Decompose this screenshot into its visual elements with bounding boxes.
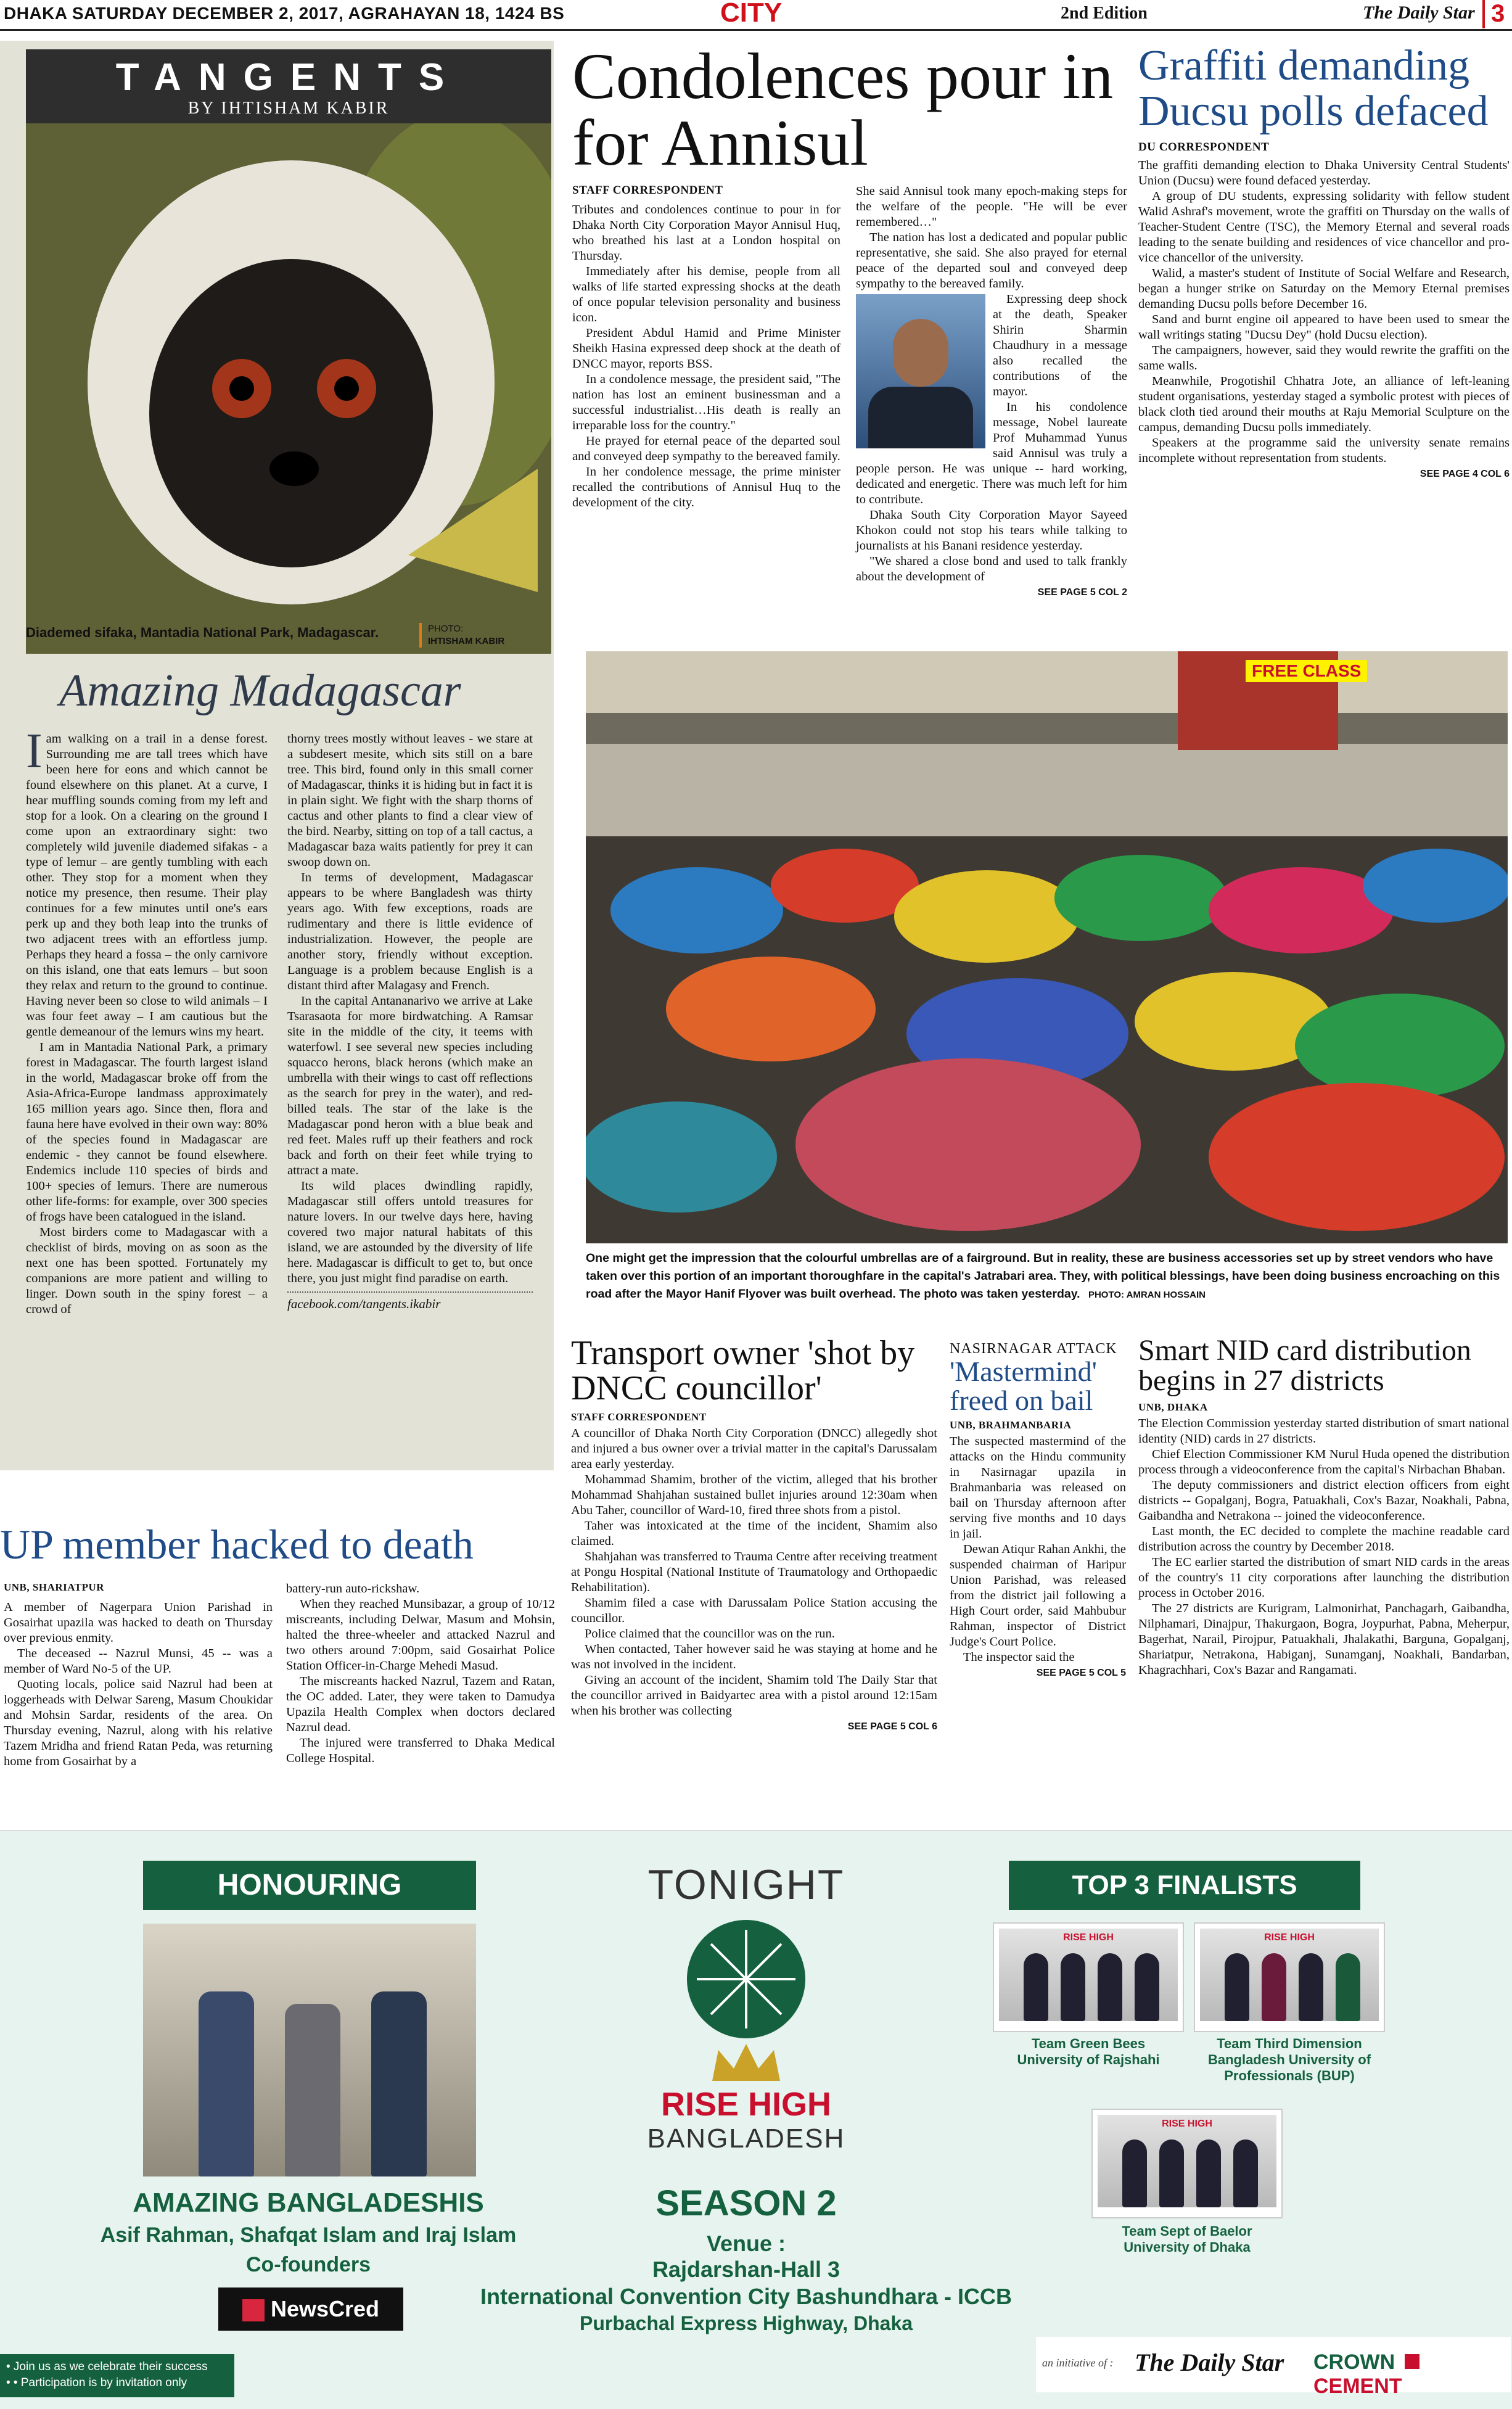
graffiti-para-7: Speakers at the programme said the university senate remains incomplete without representation from students. [1138,436,1510,466]
founder-names: Asif Rahman, Shafqat Islam and Iraj Islam [100,2223,517,2247]
up-member-col-1 [4,1600,273,1769]
newscred-logo [218,2288,403,2331]
cofounders-label: Co-founders [245,2253,371,2276]
condolences-col-2 [856,184,1127,598]
tangents-para-3: Most birders come to Madagascar with a checklist of birds, moving on as soon as the next one has been spotted. Fortunately my companions are more patient and willing to linger. Down south in the spiny forest – a crowd of [26,1225,268,1316]
condolences-article [572,40,1127,623]
transport-para-3: Taher was intoxicated at the time of the incident, Shamim also claimed. [571,1519,937,1549]
finalist-card-1 [993,1922,1184,2032]
finalist-1-person-d [1135,1953,1159,2021]
condolences-byline: STAFF CORRESPONDENT [572,184,723,197]
graffiti-continued[interactable]: SEE PAGE 4 COL 6 [1420,469,1510,480]
photo-label: PHOTO: [428,624,464,634]
tangents-column [0,41,554,1470]
tangents-para-5: In terms of development, Madagascar appears to be where Bangladesh was thirty years ago. With few exceptions, roads are rudimentary and there is little evidence of industrialization. However, the people are another story, friendly without exception. Language is a problem because English is a distant third after Malagasy and French. [287,871,533,992]
ad-notes [0,2354,234,2397]
header-date: DHAKA SATURDAY DECEMBER 2, 2017, AGRAHAYAN 18, 1424 BS [4,4,565,23]
mastermind-kicker: NASIRNAGAR ATTACK [950,1341,1117,1357]
tangents-footer-link[interactable]: facebook.com/tangents.ikabir [287,1291,533,1312]
finalist-2-person-a [1225,1953,1249,2021]
graffiti-para-5: The campaigners, however, said they would rewrite the graffiti on the same walls. [1138,344,1510,373]
up-member-article [0,1521,555,1768]
graffiti-para-6: Meanwhile, Progotishil Chhatra Jote, an alliance of left-leaning student organisations, yesterday staged a symbolic protest with pieces of black cloth tied around their mouths at Raju Memorial Sculpture on the campus, demanding Ducsu polls immediately. [1138,374,1510,435]
newscred-mark [242,2299,265,2321]
main-photo [586,651,1508,1243]
graffiti-para-4: Sand and burnt engine oil appeared to have been used to smear the wall writings stating "Ducsu Dey" (hold Ducsu election). [1138,313,1510,342]
condolences-para-9: Expressing deep shock at the death, Speaker Shirin Sharmin Chaudhury in a message also recalled the contributions of the mayor. [993,292,1127,398]
finalist-2-person-c [1299,1953,1323,2021]
finalist-3-person-d [1233,2139,1258,2207]
founder-figure-2 [285,2004,340,2176]
finalist-photo-3 [1098,2115,1276,2207]
main-caption-text: One might get the impression that the colourful umbrellas are of a fairground. But in reality, these are business accessories set up by street vendors who have taken over this portion of an important thoroughfare in the capital's Jatrabari area. They, with political blessings, have been doing business encroaching on this road after the Mayor Hanif Flyover was built overhead. The photo was taken yesterday. [586,1251,1500,1301]
finalist-3-mini-logo: RISE HIGH [1162,2119,1212,2129]
condolences-para-10: In his condolence message, Nobel laureate Prof Muhammad Yunus said Annisul was truly a people person. He was unique -- hard working, dedicated and energetic. There was much left for him to contribute. [856,400,1127,506]
transport-para-7: When contacted, Taher however said he was staying at home and he was not involved in the incident. [571,1642,937,1672]
cement-word: CEMENT [1313,2374,1402,2398]
amazing-bangladeshis: AMAZING BANGLADESHIS [133,2188,484,2218]
condolences-para-12: "We shared a close bond and used to talk frankly about the development of [856,554,1127,583]
founders-photo [143,1924,476,2176]
condolences-para-11: Dhaka South City Corporation Mayor Sayeed Khokon could not stop his tears while talking to journalists at his Banani residence yesterday. [856,508,1127,553]
mastermind-para-2: Dewan Atiqur Rahan Ankhi, the suspended chairman of Haripur Union Parishad, was released from the district jail following a High Court order, said Mahbubur Rahman, inspector of District Judge's Court Police. [950,1542,1126,1649]
main-photo-credit: PHOTO: AMRAN HOSSAIN [1088,1290,1206,1300]
venue-line-2: International Convention City Bashundhara - ICCB [480,2284,1013,2309]
umbrella-market-illustration [586,651,1508,1243]
condolences-para-2: Immediately after his demise, people from all walks of life started expressing shocks at the death of once popular television personality and business icon. [572,265,840,324]
season-label: SEASON 2 [655,2183,837,2223]
mastermind-continued[interactable]: SEE PAGE 5 COL 5 [1036,1667,1126,1678]
section-name: CITY [720,0,783,28]
main-photo-caption [586,1250,1508,1304]
sifaka-photo [26,123,551,654]
up-para-5: When they reached Munsibazar, a group of 10/12 miscreants, including Delwar, Masum and Mohsin, halted the three-wheeler and attacked Nazrul and two others around 7:00pm, said Gosairhat Police Station Officer-in-Charge Mehedi Masud. [286,1597,555,1673]
transport-para-2: Mohammad Shamim, brother of the victim, alleged that his brother Mohammad Shahjahan sustained bullet injuries around 12:30am when Abu Taher, councillor of Ward-10, fired three shots from a pistol. [571,1473,937,1518]
tangents-para-2: I am in Mantadia National Park, a primary forest in Madagascar. The fourth largest island in the world, Madagascar broke off from the Asia-Africa-Europe landmass approximately 165 million years ago. Since then, flora and fauna here have evolved in their own way: 80% of the species found in Madagascar are endemic - they cannot be found elsewhere. Endemics include 110 species of birds and 100+ species of lemurs. There are numerous other life-forms: for example, over 300 species of frogs have been catalogued in the island. [26,1040,268,1224]
condolences-para-5: He prayed for eternal peace of the departed soul and conveyed deep sympathy to the bereaved family. [572,434,840,463]
photo-credit: IHTISHAM KABIR [428,636,505,646]
condolences-headline: Condolences pour in for Annisul [572,40,1114,179]
finalist-3-person-b [1159,2139,1184,2207]
up-para-1: A member of Nagerpara Union Parishad in Gosairhat upazila was hacked to death on Thursday over previous enmity. [4,1600,273,1645]
finalist-2-person-b [1262,1953,1286,2021]
nid-byline: UNB, DHAKA [1138,1401,1208,1413]
newscred-name: NewsCred [270,2296,380,2321]
graffiti-byline: DU CORRESPONDENT [1138,141,1270,154]
crown-cement-logo [1313,2350,1511,2399]
up-member-col-2 [286,1581,555,1766]
tangents-byline: BY IHTISHAM KABIR [187,99,390,118]
finalist-photo-1 [999,1929,1178,2021]
tangents-para-1 [26,724,268,1040]
up-para-4: battery-run auto-rickshaw. [286,1582,420,1596]
nid-article [1138,1336,1510,1678]
finalist-1-mini-logo: RISE HIGH [1063,1932,1114,1943]
tonight-label: TONIGHT [647,1861,845,1908]
nid-body [1138,1416,1510,1678]
transport-para-1: A councillor of Dhaka North City Corporation (DNCC) allegedly shot and injured a bus owner over a trivial matter in the capital's Darussalam area early yesterday. [571,1427,937,1472]
condolences-col-1 [572,202,840,511]
graffiti-para-1: The graffiti demanding election to Dhaka University Central Students' Union (Ducsu) were found defaced yesterday. [1138,159,1510,188]
crown-mark-icon [1405,2354,1420,2369]
finalist-photo-2 [1200,1929,1379,2021]
rise-high-ad [0,1830,1512,2409]
tangents-title: TANGENTS [115,56,462,99]
finalist-card-3 [1091,2109,1283,2218]
tangents-banner [26,49,551,654]
finalist-1-label: Team Green Bees University of Rajshahi [1017,2036,1160,2067]
tangents-para-6: In the capital Antananarivo we arrive at Lake Tsarasaota for more birdwatching. A Ramsar site in the middle of the city, it teems with waterfowl. I see several new species including squacco herons, black herons (which make an umbrella with their wings to cast off reflections as the search for prey in the water), and red-billed teals. The star of the lake is the Madagascar pond heron with a blue beak and red feet. Males ruff up their feathers and rock back and forth on their feet while trying to attract a mate. [287,994,533,1177]
finalist-3-label: Team Sept of Baelor University of Dhaka [1122,2223,1252,2255]
graffiti-body [1138,158,1510,480]
up-para-3: Quoting locals, police said Nazrul had been at loggerheads with Delwar Sareng, Masum Choukidar and Mohsin Sardar, residents of the area. On Thursday evening, Nazrul, along with his relative Tazem Mridha and friend Ratan Peda, was returning home from Gosairhat by a [4,1678,273,1768]
mastermind-article [950,1341,1126,1679]
tangents-col-2 [287,731,533,1312]
condolences-para-7: She said Annisul took many epoch-making steps for the welfare of the people. "He will be ever remembered…" [856,184,1127,229]
graffiti-para-2: A group of DU students, expressing solidarity with fellow student Walid Ashraf's movement, wrote the graffiti on Thursday on the walls of Teacher-Student Centre (TSC), the Memory Eternal and several roads leading to the senate building and residences of vice chancellor and pro-vice chancellor of the university. [1138,189,1510,265]
nid-headline: Smart NID card distribution begins in 27 districts [1138,1334,1471,1397]
crown-icon [709,2041,783,2084]
nid-para-4: Last month, the EC decided to complete the machine readable card distribution across the country by December 2018. [1138,1524,1510,1554]
initiative-label: an initiative of : [1042,2357,1114,2369]
annisul-portrait [856,294,985,448]
finalist-2-person-d [1336,1953,1360,2021]
nid-para-2: Chief Election Commissioner KM Nurul Huda opened the distribution process through a videoconference from the capital's Nirbachan Bhaban. [1138,1447,1510,1476]
finalist-1-person-c [1098,1953,1122,2021]
finalist-2-mini-logo: RISE HIGH [1264,1932,1315,1943]
venue-line-1: Rajdarshan-Hall 3 [652,2257,840,2282]
crown-word: CROWN [1313,2350,1395,2374]
portrait-suit [868,387,973,448]
note-line-1: • Join us as we celebrate their success [6,2360,208,2373]
transport-para-4: Shahjahan was transferred to Trauma Centre after receiving treatment at Pongu Hospital (National Institute of Traumatology and Orthopaedic Rehabilitation). [571,1550,937,1595]
transport-para-5: Shamim filed a case with Darussalam Police Station accusing the councillor. [571,1596,937,1626]
nid-para-3: The deputy commissioners and district election officers from eight districts -- Gopalganj, Bogra, Patuakhali, Cox's Bazar, Noakhali, Pabna, Gaibandha and Netrakona -- joined the videoconference. [1138,1478,1510,1523]
mastermind-byline: UNB, BRAHMANBARIA [950,1419,1072,1431]
transport-para-6: Police claimed that the councillor was on the run. [585,1627,835,1641]
transport-body [571,1426,937,1732]
condolences-para-1: Tributes and condolences continue to pour in for Dhaka North City Corporation Mayor Annisul Huq, who breathed his last at a London hospital on Thursday. [572,203,840,263]
mastermind-headline: 'Mastermind' freed on bail [950,1356,1097,1416]
finalist-card-2 [1194,1922,1385,2032]
bangladesh-wordmark: BANGLADESH [647,2123,845,2154]
up-member-byline: UNB, SHARIATPUR [4,1581,105,1593]
page-number: 3 [1482,0,1505,28]
founder-figure-3 [371,1991,427,2176]
nid-para-6: The 27 districts are Kurigram, Lalmonirhat, Panchagarh, Gaibandha, Nilphamari, Dinajpur, Thakurgaon, Bogra, Joypurhat, Pabna, Meherpur, Bagerhat, Narail, Pirojpur, Patuakhali, Jhalakathi, Barguna, Gopalganj, Shariatpur, Netrakona, Habiganj, Sunamganj, Noakhali, Bandarban, Khagrachhari, Cox's Bazar and Rangamati. [1138,1601,1510,1677]
transport-para-8: Giving an account of the incident, Shamim told The Daily Star that the councillor arrived in Baidyartec area with a pistol around 12:15am when his brother was collecting [571,1673,937,1718]
condolences-para-8: The nation has lost a dedicated and popular public representative, she said. She also prayed for eternal peace of the departed soul and conveyed deep sympathy to the bereaved family. [856,231,1127,290]
mastermind-para-1: The suspected mastermind of the attacks on the Hindu community in Nasirnagar upazila in Brahmanbaria was released on bail on Thursday afternoon after serving five months and 10 days in jail. [950,1434,1126,1541]
graffiti-headline: Graffiti demanding Ducsu polls defaced [1138,42,1489,136]
nid-para-1: The Election Commission yesterday started distribution of smart national identity (NID) cards in 27 districts. [1138,1416,1510,1446]
top3-banner: TOP 3 FINALISTS [1009,1861,1360,1910]
tangents-col-1 [26,724,268,1317]
mastermind-body [950,1434,1126,1679]
photo-credit-block [419,623,504,648]
transport-headline: Transport owner 'shot by DNCC councillor' [571,1334,915,1408]
nid-para-5: The EC earlier started the distribution of smart NID cards in the areas of the country's 11 city corporations after launching the distribution process in October 2016. [1138,1555,1510,1600]
venue-label: Venue : [706,2231,786,2256]
sponsor-strip [1036,2337,1511,2398]
graffiti-article [1138,43,1510,480]
rise-high-wordmark: RISE HIGH [660,2086,832,2123]
mastermind-para-3: The inspector said the [963,1650,1075,1664]
shop-sign: FREE CLASS [1246,660,1367,682]
edition-label: 2nd Edition [1061,4,1148,23]
finalist-2-label: Team Third Dimension Bangladesh University of Professionals (BUP) [1207,2036,1371,2083]
daily-star-logo: The Daily Star [1135,2349,1284,2376]
finalist-3-person-a [1122,2139,1147,2207]
masthead-logo: The Daily Star [1363,2,1475,23]
tangents-para-1-text: am walking on a trail in a dense forest. Surrounding me are tall trees which have been here for eons and which cannot be found elsewhere on this planet. At a curve, I hear muffling sounds coming from my left and stop for a look. On a clearing on the ground I come upon an extraordinary sight: two completely wild juvenile diademed sifakas - a type of lemur – are gently tumbling with each other. They stop for a moment when they notice my presence, then resume. Their play continues for a few minutes until one's ears perk up and they both leap into the trunks of two adjacent trees with an effortless jump. Perhaps they heard a fossa – the only carnivore on this island, one that eats lemurs – but soon they relax and return to the ground to continue. Having never been so close to wild animals – I was four feet away – I am cautious but the gentle demeanour of the lemurs wins my heart. [26,732,268,1039]
honouring-banner: HONOURING [143,1861,476,1910]
tangents-para-7: Its wild places dwindling rapidly, Madagascar still offers untold treasures for nature lovers. In our twelve days here, having covered two major natural habitats of this island, we are astounded by the diversity of life here. Madagascar is difficult to get to, but once there, you just might find paradise on earth. [287,1179,533,1285]
up-para-7: The injured were transferred to Dhaka Medical College Hospital. [286,1736,555,1765]
lemur-illustration [26,123,551,654]
condolences-para-6: In her condolence message, the prime minister recalled the contributions of Annisul Huq to the development of the city. [572,465,840,509]
drop-cap: I [26,724,43,778]
condolences-para-4: In a condolence message, the president said, "The nation has lost an eminent businessman and a successful industrialist…His death is really an irreparable loss for the country." [572,373,840,432]
tangents-headline: Amazing Madagascar [59,665,461,716]
up-member-headline: UP member hacked to death [0,1521,474,1568]
finalist-3-person-c [1196,2139,1221,2207]
page-header [0,0,1512,31]
finalist-1-person-a [1024,1953,1048,2021]
photo-caption: Diademed sifaka, Mantadia National Park, Madagascar. [26,625,379,640]
up-para-6: The miscreants hacked Nazrul, Tazem and Ratan, the OC added. Later, they were taken to Damudya Upazila Health Complex when doctors declared Nazrul dead. [286,1674,555,1734]
portrait-face [893,319,948,387]
transport-byline: STAFF CORRESPONDENT [571,1411,707,1423]
transport-article [571,1336,937,1732]
transport-continued[interactable]: SEE PAGE 5 COL 6 [847,1721,937,1732]
tangents-para-4: thorny trees mostly without leaves - we stare at a subdesert mesite, which sits still on a bare tree. This bird, found only in this small corner of Madagascar, thinks it is hiding but in fact it is in plain sight. We fight with the sharp thorns of cactus and other plants to find a clear view of the bird. Nearby, sitting on top of a tall cactus, a Madagascar baza waits patiently for prey it can swoop down on. [287,732,533,869]
founder-figure-1 [199,1991,254,2176]
graffiti-para-3: Walid, a master's student of Institute of Social Welfare and Research, began a hunger strike on Saturday on the Memory Eternal premises demanding Ducsu polls before December 16. [1138,266,1510,311]
star-burst-icon [684,1917,808,2041]
finalist-1-person-b [1061,1953,1085,2021]
condolences-para-3: President Abdul Hamid and Prime Minister Sheikh Hasina expressed deep shock at the death of DNCC mayor, reports BSS. [572,326,840,371]
condolences-continued[interactable]: SEE PAGE 5 COL 2 [1037,587,1127,598]
up-para-2: The deceased -- Nazrul Munsi, 45 -- was a member of Ward No-5 of the UP. [4,1647,273,1676]
venue-line-3: Purbachal Express Highway, Dhaka [579,2312,913,2334]
note-line-2: • • Participation is by invitation only [6,2376,187,2389]
